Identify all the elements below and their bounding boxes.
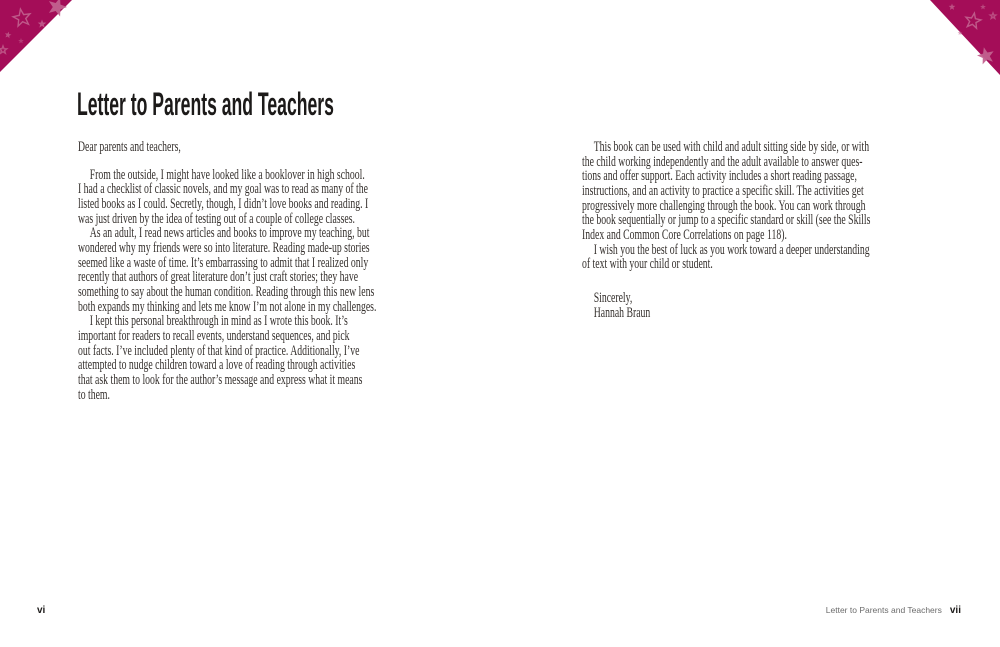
paragraph xyxy=(78,226,410,314)
text-line: Sincerely, xyxy=(593,289,633,306)
text-line: attempted to nudge children toward a love of reading through activities xyxy=(78,357,356,374)
text-line: of text with your child or student. xyxy=(582,256,713,273)
letter-left-column xyxy=(78,140,410,402)
text-line: instructions, and an activity to practice a specific skill. The activities get xyxy=(582,182,864,199)
text-line: out facts. I’ve included plenty of that kind of practice. Additionally, I’ve xyxy=(78,342,360,359)
letter-closing xyxy=(582,291,914,320)
corner-triangle xyxy=(0,0,72,72)
text-line: This book can be used with child and adult sitting side by side, or with xyxy=(593,139,870,155)
footer-page-number-right: vii xyxy=(949,605,961,616)
paragraph xyxy=(582,243,914,272)
paragraph xyxy=(78,168,410,227)
paragraph xyxy=(582,140,914,243)
page-title: Letter to Parents and Teachers xyxy=(77,86,334,122)
letter-right-column xyxy=(582,140,914,320)
text-line: I wish you the best of luck as you work toward a deeper understanding xyxy=(593,241,870,258)
text-line: As an adult, I read news articles and books to improve my teaching, but xyxy=(89,225,370,242)
text-line: tions and offer support. Each activity includes a short reading passage, xyxy=(582,168,857,185)
text-line: recently that authors of great literature don’t just craft stories; they have xyxy=(78,269,359,286)
salutation xyxy=(78,140,410,155)
text-line: that ask them to look for the author’s message and express what it means xyxy=(78,371,363,388)
text-line: progressively more challenging through the book. You can work through xyxy=(582,197,866,214)
text-line: to them. xyxy=(78,386,110,403)
text-line: From the outside, I might have looked like a booklover in high school. xyxy=(89,166,365,183)
text-line: Index and Common Core Correlations on page 118). xyxy=(582,226,787,243)
footer-page-number-left: vi xyxy=(37,605,46,616)
text-line: I kept this personal breakthrough in mind as I wrote this book. It’s xyxy=(89,313,348,330)
corner-decoration-top-right xyxy=(890,0,1000,110)
text-line: Hannah Braun xyxy=(593,304,651,321)
paragraph xyxy=(78,314,410,402)
text-line: important for readers to recall events, understand sequences, and pick xyxy=(78,327,350,344)
text-line: seemed like a waste of time. It’s embarrassing to admit that I realized only xyxy=(78,254,369,271)
text-line: I had a checklist of classic novels, and my goal was to read as many of the xyxy=(78,181,368,198)
text-line: the child working independently and the adult available to answer ques- xyxy=(582,153,863,170)
text-line: listed books as I could. Secretly, though, I didn’t love books and reading. I xyxy=(78,195,369,212)
spacer xyxy=(582,272,914,291)
text-line: both expands my thinking and lets me know I’m not alone in my challenges. xyxy=(78,298,377,315)
text-line: something to say about the human condition. Reading through this new lens xyxy=(78,283,375,300)
text-line: the book sequentially or jump to a specific standard or skill (see the Skills xyxy=(582,212,871,229)
text-line: Dear parents and teachers, xyxy=(78,139,181,155)
text-line: wondered why my friends were so into literature. Reading made-up stories xyxy=(78,239,370,256)
footer-right xyxy=(826,605,961,616)
text-line: was just driven by the idea of testing out of a couple of college classes. xyxy=(78,210,355,227)
corner-triangle xyxy=(930,0,1000,75)
spacer xyxy=(78,155,410,168)
footer-section-title: Letter to Parents and Teachers xyxy=(825,605,942,615)
